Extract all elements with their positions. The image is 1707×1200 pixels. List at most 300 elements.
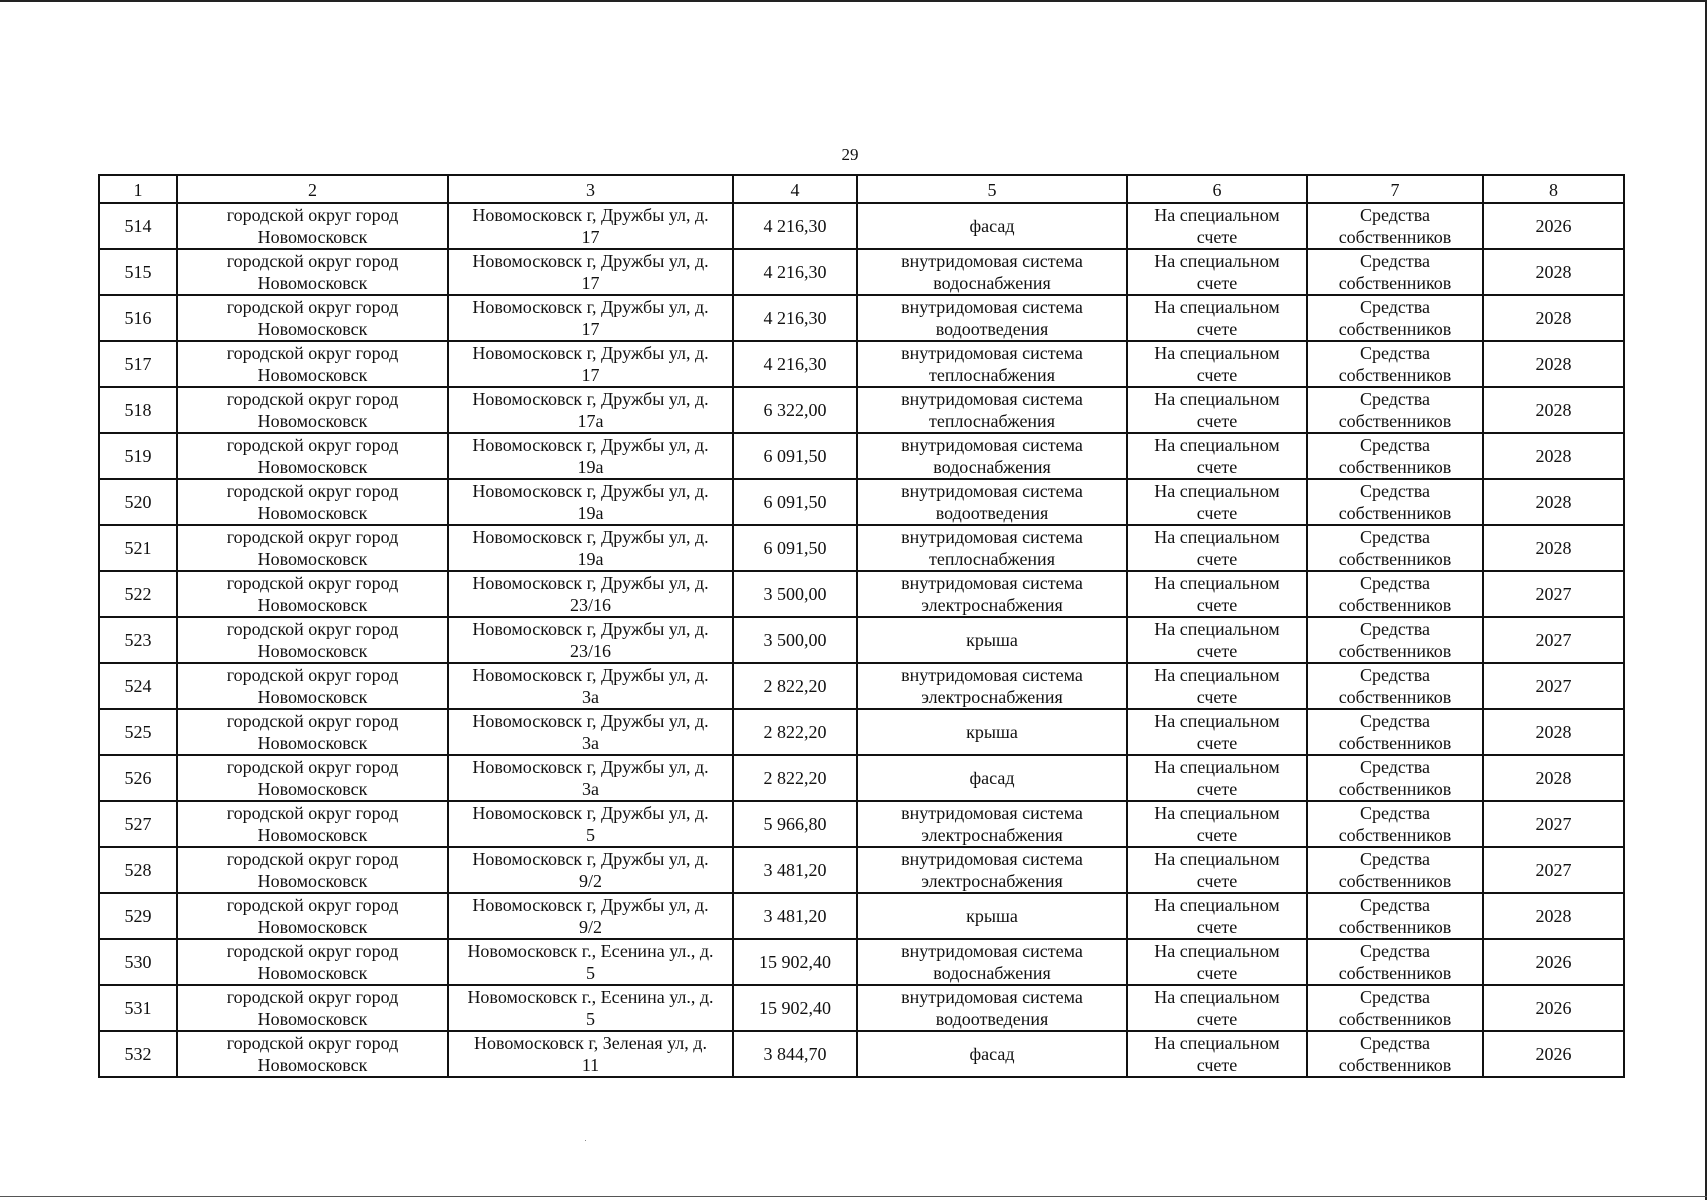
district-cell-line: Новомосковск: [257, 503, 368, 523]
row-number-cell: 515: [99, 249, 177, 295]
address-cell-line: 11: [581, 1055, 600, 1075]
district-cell: [177, 663, 448, 709]
account-cell: [1127, 479, 1307, 525]
district-cell: [177, 939, 448, 985]
account-cell-line: На специальном: [1154, 665, 1280, 685]
district-cell-line: городской округ город: [226, 711, 399, 731]
account-cell-line: счете: [1196, 365, 1238, 385]
area-cell: 6 322,00: [733, 387, 857, 433]
address-cell-line: Новомосковск г, Дружбы ул, д.: [472, 205, 709, 225]
work-type-cell-line: водоотведения: [935, 503, 1049, 523]
district-cell-line: городской округ город: [226, 987, 399, 1007]
account-cell-line: счете: [1196, 917, 1238, 937]
funding-source-cell: [1307, 479, 1483, 525]
funding-source-cell-line: собственников: [1338, 1055, 1452, 1075]
area-cell: 6 091,50: [733, 479, 857, 525]
account-cell: [1127, 571, 1307, 617]
address-cell-line: Новомосковск г, Дружбы ул, д.: [472, 895, 709, 915]
district-cell: [177, 295, 448, 341]
area-cell: 4 216,30: [733, 249, 857, 295]
address-cell: [448, 939, 733, 985]
column-header: 7: [1307, 175, 1483, 203]
funding-source-cell-line: Средства: [1359, 251, 1431, 271]
row-number-cell: 514: [99, 203, 177, 249]
funding-source-cell-line: собственников: [1338, 411, 1452, 431]
district-cell-line: Новомосковск: [257, 871, 368, 891]
year-cell: 2028: [1483, 387, 1624, 433]
address-cell: [448, 295, 733, 341]
address-cell-line: 19а: [577, 549, 604, 569]
account-cell-line: счете: [1196, 733, 1238, 753]
district-cell: [177, 893, 448, 939]
funding-source-cell: [1307, 709, 1483, 755]
district-cell-line: Новомосковск: [257, 411, 368, 431]
account-cell: [1127, 387, 1307, 433]
scan-edge-bottom: [0, 1196, 1707, 1197]
address-cell: [448, 755, 733, 801]
funding-source-cell: [1307, 893, 1483, 939]
account-cell-line: На специальном: [1154, 711, 1280, 731]
funding-source-cell-line: Средства: [1359, 803, 1431, 823]
address-cell: [448, 847, 733, 893]
year-cell: 2027: [1483, 617, 1624, 663]
area-cell: 2 822,20: [733, 663, 857, 709]
column-number-row: [99, 175, 1624, 203]
funding-source-cell: [1307, 525, 1483, 571]
address-cell-line: Новомосковск г, Дружбы ул, д.: [472, 573, 709, 593]
account-cell-line: счете: [1196, 273, 1238, 293]
work-type-cell: [857, 479, 1127, 525]
funding-source-cell: [1307, 295, 1483, 341]
account-cell-line: На специальном: [1154, 389, 1280, 409]
district-cell-line: Новомосковск: [257, 733, 368, 753]
account-cell: [1127, 985, 1307, 1031]
table-row: [99, 893, 1624, 939]
district-cell-line: Новомосковск: [257, 365, 368, 385]
funding-source-cell-line: собственников: [1338, 917, 1452, 937]
account-cell: [1127, 525, 1307, 571]
area-cell: 15 902,40: [733, 939, 857, 985]
district-cell-line: Новомосковск: [257, 1009, 368, 1029]
funding-source-cell-line: Средства: [1359, 527, 1431, 547]
row-number-cell: 522: [99, 571, 177, 617]
funding-source-cell: [1307, 249, 1483, 295]
address-cell: [448, 525, 733, 571]
work-type-cell-line: водоснабжения: [933, 963, 1051, 983]
area-cell: 6 091,50: [733, 525, 857, 571]
table-row: [99, 433, 1624, 479]
funding-source-cell-line: собственников: [1338, 457, 1452, 477]
district-cell-line: городской округ город: [226, 573, 399, 593]
district-cell-line: Новомосковск: [257, 963, 368, 983]
column-header: 6: [1127, 175, 1307, 203]
address-cell-line: Новомосковск г, Дружбы ул, д.: [472, 251, 709, 271]
account-cell-line: На специальном: [1154, 297, 1280, 317]
address-cell-line: 17: [581, 319, 600, 339]
year-cell: 2026: [1483, 985, 1624, 1031]
account-cell: [1127, 433, 1307, 479]
funding-source-cell-line: Средства: [1359, 481, 1431, 501]
district-cell-line: городской округ город: [226, 343, 399, 363]
address-cell-line: Новомосковск г, Дружбы ул, д.: [472, 343, 709, 363]
account-cell-line: На специальном: [1154, 251, 1280, 271]
account-cell-line: счете: [1196, 549, 1238, 569]
area-cell: 3 481,20: [733, 847, 857, 893]
district-cell-line: городской округ город: [226, 1033, 399, 1053]
work-type-cell-line: внутридомовая система: [901, 987, 1083, 1007]
table-row: [99, 525, 1624, 571]
work-type-cell: [857, 755, 1127, 801]
column-header: 1: [99, 175, 177, 203]
district-cell-line: Новомосковск: [257, 779, 368, 799]
funding-source-cell-line: Средства: [1359, 343, 1431, 363]
account-cell-line: счете: [1196, 779, 1238, 799]
district-cell: [177, 525, 448, 571]
address-cell: [448, 663, 733, 709]
address-cell: [448, 985, 733, 1031]
column-header: 3: [448, 175, 733, 203]
account-cell: [1127, 939, 1307, 985]
address-cell-line: Новомосковск г, Дружбы ул, д.: [472, 711, 709, 731]
funding-source-cell-line: Средства: [1359, 435, 1431, 455]
area-cell: 5 966,80: [733, 801, 857, 847]
table-row: [99, 295, 1624, 341]
row-number-cell: 520: [99, 479, 177, 525]
work-type-cell-line: электроснабжения: [921, 825, 1063, 845]
table-row: [99, 755, 1624, 801]
work-type-cell-line: водоотведения: [935, 319, 1049, 339]
work-type-cell: [857, 203, 1127, 249]
column-header: 4: [733, 175, 857, 203]
work-type-cell: [857, 295, 1127, 341]
account-cell: [1127, 295, 1307, 341]
district-cell: [177, 249, 448, 295]
work-type-cell: [857, 617, 1127, 663]
account-cell: [1127, 755, 1307, 801]
table-row: [99, 479, 1624, 525]
work-type-cell-line: внутридомовая система: [901, 481, 1083, 501]
district-cell-line: городской округ город: [226, 205, 399, 225]
address-cell: [448, 801, 733, 847]
account-cell-line: На специальном: [1154, 481, 1280, 501]
address-cell-line: Новомосковск г, Дружбы ул, д.: [472, 297, 709, 317]
address-cell-line: 19а: [577, 457, 604, 477]
account-cell-line: На специальном: [1154, 895, 1280, 915]
table-row: [99, 985, 1624, 1031]
table-row: [99, 387, 1624, 433]
row-number-cell: 532: [99, 1031, 177, 1077]
address-cell-line: Новомосковск г, Дружбы ул, д.: [472, 849, 709, 869]
year-cell: 2028: [1483, 709, 1624, 755]
page-number: 29: [841, 145, 859, 164]
district-cell: [177, 709, 448, 755]
area-cell: 3 500,00: [733, 617, 857, 663]
address-cell-line: Новомосковск г., Есенина ул., д.: [467, 987, 714, 1007]
account-cell-line: счете: [1196, 319, 1238, 339]
area-cell: 4 216,30: [733, 203, 857, 249]
work-type-cell: [857, 387, 1127, 433]
column-header: 5: [857, 175, 1127, 203]
year-cell: 2028: [1483, 479, 1624, 525]
year-cell: 2028: [1483, 341, 1624, 387]
address-cell-line: 5: [586, 963, 595, 983]
funding-source-cell-line: Средства: [1359, 619, 1431, 639]
district-cell: [177, 341, 448, 387]
area-cell: 3 844,70: [733, 1031, 857, 1077]
funding-source-cell: [1307, 985, 1483, 1031]
funding-source-cell: [1307, 663, 1483, 709]
account-cell-line: На специальном: [1154, 941, 1280, 961]
work-type-cell-line: внутридомовая система: [901, 343, 1083, 363]
account-cell: [1127, 801, 1307, 847]
district-cell-line: городской округ город: [226, 849, 399, 869]
work-type-cell-line: внутридомовая система: [901, 849, 1083, 869]
funding-source-cell-line: собственников: [1338, 319, 1452, 339]
address-cell-line: 17: [581, 365, 600, 385]
work-type-cell-line: внутридомовая система: [901, 665, 1083, 685]
row-number-cell: 524: [99, 663, 177, 709]
address-cell-line: 23/16: [569, 595, 611, 615]
funding-source-cell: [1307, 939, 1483, 985]
account-cell-line: счете: [1196, 503, 1238, 523]
funding-source-cell-line: собственников: [1338, 779, 1452, 799]
account-cell-line: счете: [1196, 1055, 1238, 1075]
funding-source-cell-line: Средства: [1359, 389, 1431, 409]
district-cell-line: городской округ город: [226, 297, 399, 317]
funding-source-cell-line: собственников: [1338, 687, 1452, 707]
work-type-cell: [857, 709, 1127, 755]
district-cell-line: городской округ город: [226, 389, 399, 409]
funding-source-cell-line: Средства: [1359, 757, 1431, 777]
account-cell: [1127, 1031, 1307, 1077]
work-type-cell-line: теплоснабжения: [929, 549, 1055, 569]
funding-source-cell-line: собственников: [1338, 595, 1452, 615]
table-row: [99, 341, 1624, 387]
table-row: [99, 709, 1624, 755]
funding-source-cell-line: собственников: [1338, 273, 1452, 293]
address-cell-line: Новомосковск г, Зеленая ул, д.: [474, 1033, 707, 1053]
year-cell: 2028: [1483, 525, 1624, 571]
funding-source-cell-line: собственников: [1338, 365, 1452, 385]
work-type-cell-line: теплоснабжения: [929, 365, 1055, 385]
address-cell-line: Новомосковск г, Дружбы ул, д.: [472, 389, 709, 409]
area-cell: 2 822,20: [733, 755, 857, 801]
area-cell: 6 091,50: [733, 433, 857, 479]
table-row: [99, 617, 1624, 663]
address-cell-line: 9/2: [578, 917, 602, 937]
funding-source-cell-line: Средства: [1359, 895, 1431, 915]
district-cell-line: Новомосковск: [257, 595, 368, 615]
address-cell: [448, 387, 733, 433]
account-cell: [1127, 249, 1307, 295]
funding-source-cell-line: собственников: [1338, 733, 1452, 753]
district-cell-line: Новомосковск: [257, 549, 368, 569]
district-cell-line: городской округ город: [226, 665, 399, 685]
account-cell: [1127, 203, 1307, 249]
district-cell-line: городской округ город: [226, 803, 399, 823]
area-cell: 4 216,30: [733, 295, 857, 341]
work-type-cell-line: электроснабжения: [921, 687, 1063, 707]
account-cell: [1127, 893, 1307, 939]
table-row: [99, 663, 1624, 709]
account-cell-line: На специальном: [1154, 527, 1280, 547]
district-cell-line: городской округ город: [226, 941, 399, 961]
funding-source-cell: [1307, 571, 1483, 617]
district-cell-line: Новомосковск: [257, 687, 368, 707]
work-type-cell-line: внутридомовая система: [901, 389, 1083, 409]
account-cell-line: счете: [1196, 595, 1238, 615]
funding-source-cell: [1307, 617, 1483, 663]
row-number-cell: 530: [99, 939, 177, 985]
account-cell-line: На специальном: [1154, 757, 1280, 777]
account-cell-line: счете: [1196, 641, 1238, 661]
address-cell-line: 17а: [577, 411, 604, 431]
funding-source-cell: [1307, 847, 1483, 893]
district-cell-line: городской округ город: [226, 527, 399, 547]
table-row: [99, 939, 1624, 985]
district-cell-line: Новомосковск: [257, 825, 368, 845]
funding-source-cell-line: собственников: [1338, 641, 1452, 661]
work-type-cell-line: крыша: [966, 906, 1018, 926]
funding-source-cell-line: Средства: [1359, 297, 1431, 317]
year-cell: 2026: [1483, 939, 1624, 985]
district-cell: [177, 847, 448, 893]
funding-source-cell-line: Средства: [1359, 849, 1431, 869]
year-cell: 2027: [1483, 847, 1624, 893]
table-row: [99, 571, 1624, 617]
funding-source-cell: [1307, 755, 1483, 801]
district-cell-line: городской округ город: [226, 895, 399, 915]
district-cell-line: Новомосковск: [257, 917, 368, 937]
funding-source-cell-line: Средства: [1359, 711, 1431, 731]
account-cell-line: счете: [1196, 871, 1238, 891]
area-cell: 15 902,40: [733, 985, 857, 1031]
account-cell-line: На специальном: [1154, 435, 1280, 455]
row-number-cell: 531: [99, 985, 177, 1031]
account-cell-line: счете: [1196, 963, 1238, 983]
work-type-cell: [857, 893, 1127, 939]
funding-source-cell: [1307, 801, 1483, 847]
row-number-cell: 527: [99, 801, 177, 847]
work-type-cell-line: внутридомовая система: [901, 573, 1083, 593]
account-cell-line: счете: [1196, 411, 1238, 431]
funding-source-cell: [1307, 203, 1483, 249]
table-row: [99, 1031, 1624, 1077]
year-cell: 2027: [1483, 801, 1624, 847]
funding-source-cell-line: собственников: [1338, 1009, 1452, 1029]
funding-source-cell: [1307, 1031, 1483, 1077]
funding-source-cell-line: собственников: [1338, 871, 1452, 891]
funding-source-cell: [1307, 433, 1483, 479]
row-number-cell: 526: [99, 755, 177, 801]
scan-edge-top: [0, 0, 1707, 2]
district-cell: [177, 617, 448, 663]
address-cell-line: Новомосковск г, Дружбы ул, д.: [472, 619, 709, 639]
address-cell-line: Новомосковск г, Дружбы ул, д.: [472, 527, 709, 547]
account-cell-line: На специальном: [1154, 205, 1280, 225]
table-row: [99, 203, 1624, 249]
address-cell-line: Новомосковск г, Дружбы ул, д.: [472, 665, 709, 685]
work-type-cell-line: теплоснабжения: [929, 411, 1055, 431]
funding-source-cell-line: Средства: [1359, 987, 1431, 1007]
account-cell: [1127, 663, 1307, 709]
funding-source-cell-line: собственников: [1338, 963, 1452, 983]
district-cell: [177, 571, 448, 617]
district-cell-line: Новомосковск: [257, 1055, 368, 1075]
year-cell: 2028: [1483, 755, 1624, 801]
work-type-cell-line: внутридомовая система: [901, 527, 1083, 547]
area-cell: 2 822,20: [733, 709, 857, 755]
column-header: 2: [177, 175, 448, 203]
work-type-cell-line: фасад: [969, 1044, 1015, 1064]
work-type-cell: [857, 249, 1127, 295]
work-type-cell-line: электроснабжения: [921, 871, 1063, 891]
year-cell: 2028: [1483, 433, 1624, 479]
account-cell-line: На специальном: [1154, 803, 1280, 823]
address-cell-line: 19а: [577, 503, 604, 523]
account-cell-line: На специальном: [1154, 343, 1280, 363]
funding-source-cell-line: Средства: [1359, 941, 1431, 961]
address-cell-line: 17: [581, 227, 600, 247]
funding-source-cell-line: Средства: [1359, 1033, 1431, 1053]
row-number-cell: 529: [99, 893, 177, 939]
year-cell: 2028: [1483, 893, 1624, 939]
repair-schedule-table: [98, 174, 1625, 1078]
table-body: [99, 175, 1624, 1077]
work-type-cell: [857, 571, 1127, 617]
address-cell-line: Новомосковск г, Дружбы ул, д.: [472, 481, 709, 501]
account-cell-line: счете: [1196, 1009, 1238, 1029]
funding-source-cell-line: собственников: [1338, 825, 1452, 845]
work-type-cell-line: крыша: [966, 630, 1018, 650]
work-type-cell-line: водоснабжения: [933, 273, 1051, 293]
area-cell: 4 216,30: [733, 341, 857, 387]
address-cell: [448, 709, 733, 755]
address-cell: [448, 249, 733, 295]
funding-source-cell-line: Средства: [1359, 573, 1431, 593]
address-cell-line: 9/2: [578, 871, 602, 891]
work-type-cell-line: крыша: [966, 722, 1018, 742]
address-cell-line: 3а: [582, 687, 599, 707]
work-type-cell: [857, 663, 1127, 709]
row-number-cell: 528: [99, 847, 177, 893]
address-cell: [448, 1031, 733, 1077]
address-cell-line: 3а: [582, 733, 599, 753]
account-cell-line: На специальном: [1154, 619, 1280, 639]
account-cell: [1127, 709, 1307, 755]
district-cell: [177, 985, 448, 1031]
work-type-cell-line: водоотведения: [935, 1009, 1049, 1029]
account-cell-line: счете: [1196, 687, 1238, 707]
account-cell-line: На специальном: [1154, 1033, 1280, 1053]
address-cell-line: 5: [586, 825, 595, 845]
scan-speck: [585, 1140, 586, 1141]
district-cell-line: Новомосковск: [257, 273, 368, 293]
account-cell-line: На специальном: [1154, 849, 1280, 869]
row-number-cell: 516: [99, 295, 177, 341]
area-cell: 3 481,20: [733, 893, 857, 939]
address-cell-line: 17: [581, 273, 600, 293]
address-cell: [448, 433, 733, 479]
district-cell: [177, 387, 448, 433]
work-type-cell-line: внутридомовая система: [901, 297, 1083, 317]
account-cell-line: счете: [1196, 227, 1238, 247]
work-type-cell-line: внутридомовая система: [901, 251, 1083, 271]
account-cell: [1127, 617, 1307, 663]
account-cell-line: счете: [1196, 457, 1238, 477]
funding-source-cell-line: Средства: [1359, 205, 1431, 225]
row-number-cell: 523: [99, 617, 177, 663]
